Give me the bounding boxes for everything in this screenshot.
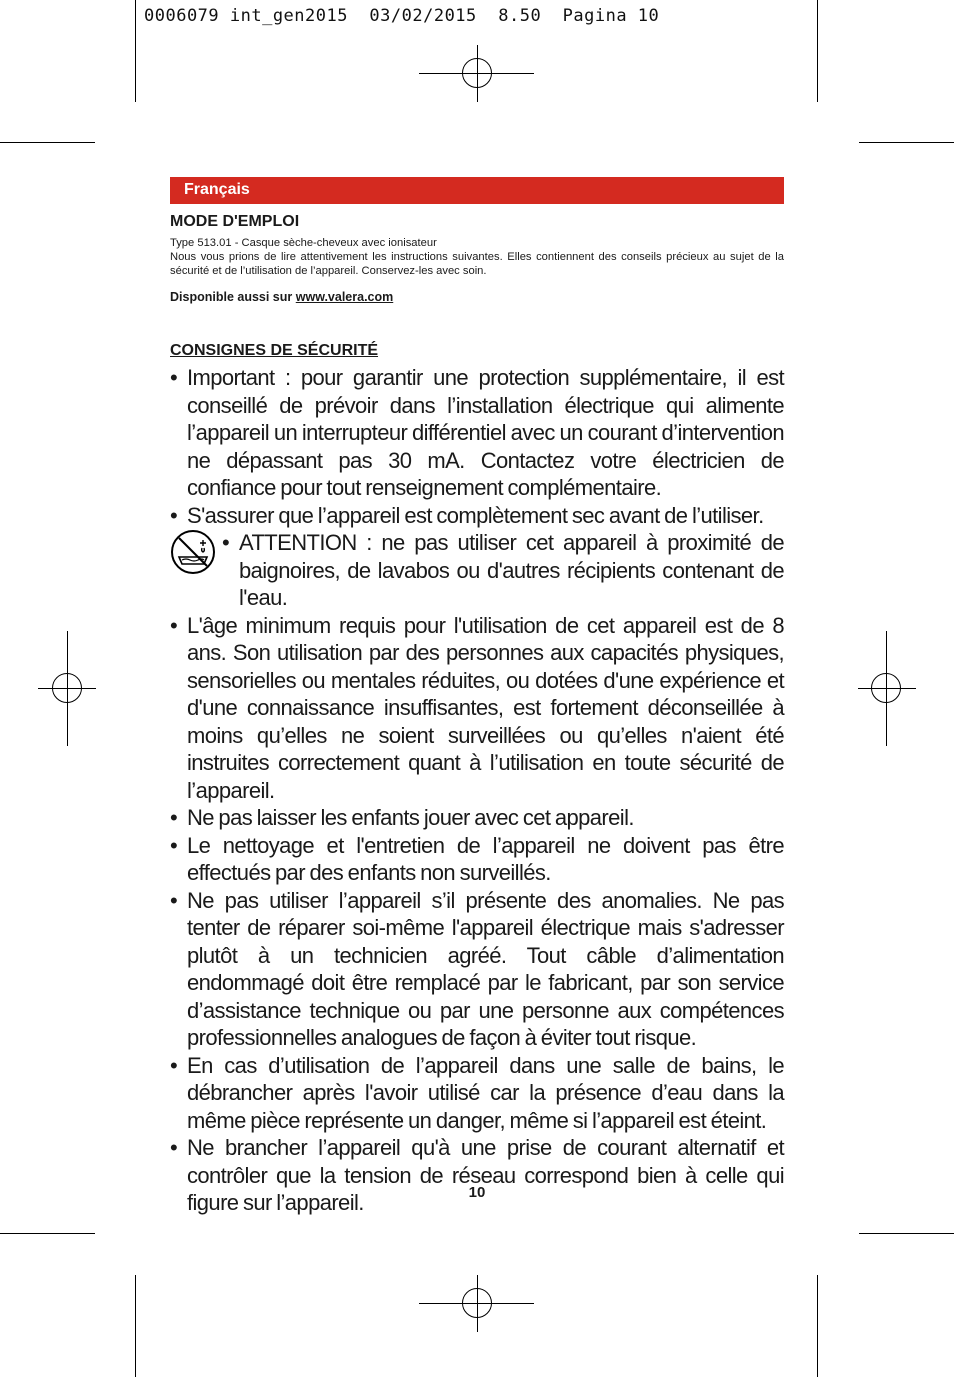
type-line: Type 513.01 - Casque sèche-cheveux avec ionisateur xyxy=(170,237,437,249)
no-water-bathtub-icon xyxy=(170,529,216,575)
registration-circle xyxy=(52,673,82,703)
crop-mark xyxy=(0,142,95,143)
list-item: • Ne pas utiliser l’appareil s’il présente des anomalies. Ne pas tenter de réparer soi-même l'appareil électrique mais s'adresser plutôt à un technicien agréé. Tout câble d’alimentation endommagé doit être remplacé par le fabricant, par son service d’assistance technique ou par une personne aux compétences professionnelles analogues de façon à éviter tout risque. xyxy=(170,887,784,1050)
intro-text: Nous vous prions de lire attentivement les instructions suivantes. Elles contiennent des conseils précieux au sujet de la sécurité et de l’utilisation de l’appareil. Conservez-les avec soin. xyxy=(170,251,784,277)
registration-circle xyxy=(871,673,901,703)
crop-mark xyxy=(0,1233,95,1234)
crop-mark xyxy=(135,1275,136,1377)
list-item: • S'assurer que l’appareil est complètement sec avant de l’utiliser. xyxy=(170,502,764,528)
list-item: • Ne pas laisser les enfants jouer avec cet appareil. xyxy=(170,805,634,830)
bullet-dot: • xyxy=(170,1135,178,1160)
bullet-dot: • xyxy=(170,365,178,390)
list-item-warning: • ATTENTION : ne pas utiliser cet appareil à proximité de baignoires, de lavabos ou d'autres récipients contenant de l'eau. xyxy=(170,529,784,612)
language-header-bar xyxy=(170,177,784,204)
registration-circle xyxy=(462,1288,492,1318)
bullet-dot: • xyxy=(170,1052,178,1078)
instructions-content xyxy=(170,212,784,1217)
crop-mark xyxy=(817,0,818,102)
list-item: • Ne brancher l’appareil qu'à une prise de courant alternatif et contrôler que la tension de réseau correspond bien à celle qui figure sur l’appareil. xyxy=(170,1135,784,1215)
list-item: • En cas d’utilisation de l’appareil dans une salle de bains, le débrancher après l'avoir utilisé car la présence d’eau dans la même pièce représente un danger, même si l’appareil est éteint. xyxy=(170,1052,784,1133)
crop-mark xyxy=(817,1275,818,1377)
available-label: Disponible aussi sur xyxy=(170,290,293,304)
bullet-dot: • xyxy=(170,832,178,858)
bullet-dot: • xyxy=(222,530,230,555)
bullet-dot: • xyxy=(170,887,178,913)
print-header: 0006079 int_gen2015 03/02/2015 8.50 Pagina 10 xyxy=(144,6,660,26)
page-number: 10 xyxy=(468,1184,486,1201)
crop-mark xyxy=(859,142,954,143)
safety-title: CONSIGNES DE SÉCURITÉ xyxy=(170,342,379,359)
available-line xyxy=(170,289,784,305)
registration-circle xyxy=(462,58,492,88)
crop-mark xyxy=(859,1233,954,1234)
crop-mark xyxy=(135,0,136,102)
bullet-dot: • xyxy=(170,502,178,528)
list-item: • L'âge minimum requis pour l'utilisation de cet appareil est de 8 ans. Son utilisation par des personnes aux capacités physiques, sensorielles ou mentales réduites, ou dotées d'une expérience et d'une connaissance insuffisantes, est fortement déconseillée à moins qu’elles ne soient surveillées ou qu’elles n'aient été instruites correctement quant à l’utilisation en toute sécurité de l’appareil. xyxy=(170,612,784,803)
bullet-dot: • xyxy=(170,612,178,638)
list-item: • Important : pour garantir une protection supplémentaire, il est conseillé de prévoir dans l’installation électrique qui alimente l’appareil un interrupteur différentiel avec un courant d’intervention ne dépassant pas 30 mA. Contactez votre électricien de confiance pour tout renseignement complémentaire. xyxy=(170,365,784,500)
website-link[interactable]: www.valera.com xyxy=(295,290,394,304)
mode-title: MODE D'EMPLOI xyxy=(170,213,300,230)
list-item: • Le nettoyage et l'entretien de l’appareil ne doivent pas être effectués par des enfants non surveillés. xyxy=(170,832,784,885)
bullet-dot: • xyxy=(170,805,178,830)
language-label: Français xyxy=(184,181,250,198)
safety-list xyxy=(170,364,784,1217)
